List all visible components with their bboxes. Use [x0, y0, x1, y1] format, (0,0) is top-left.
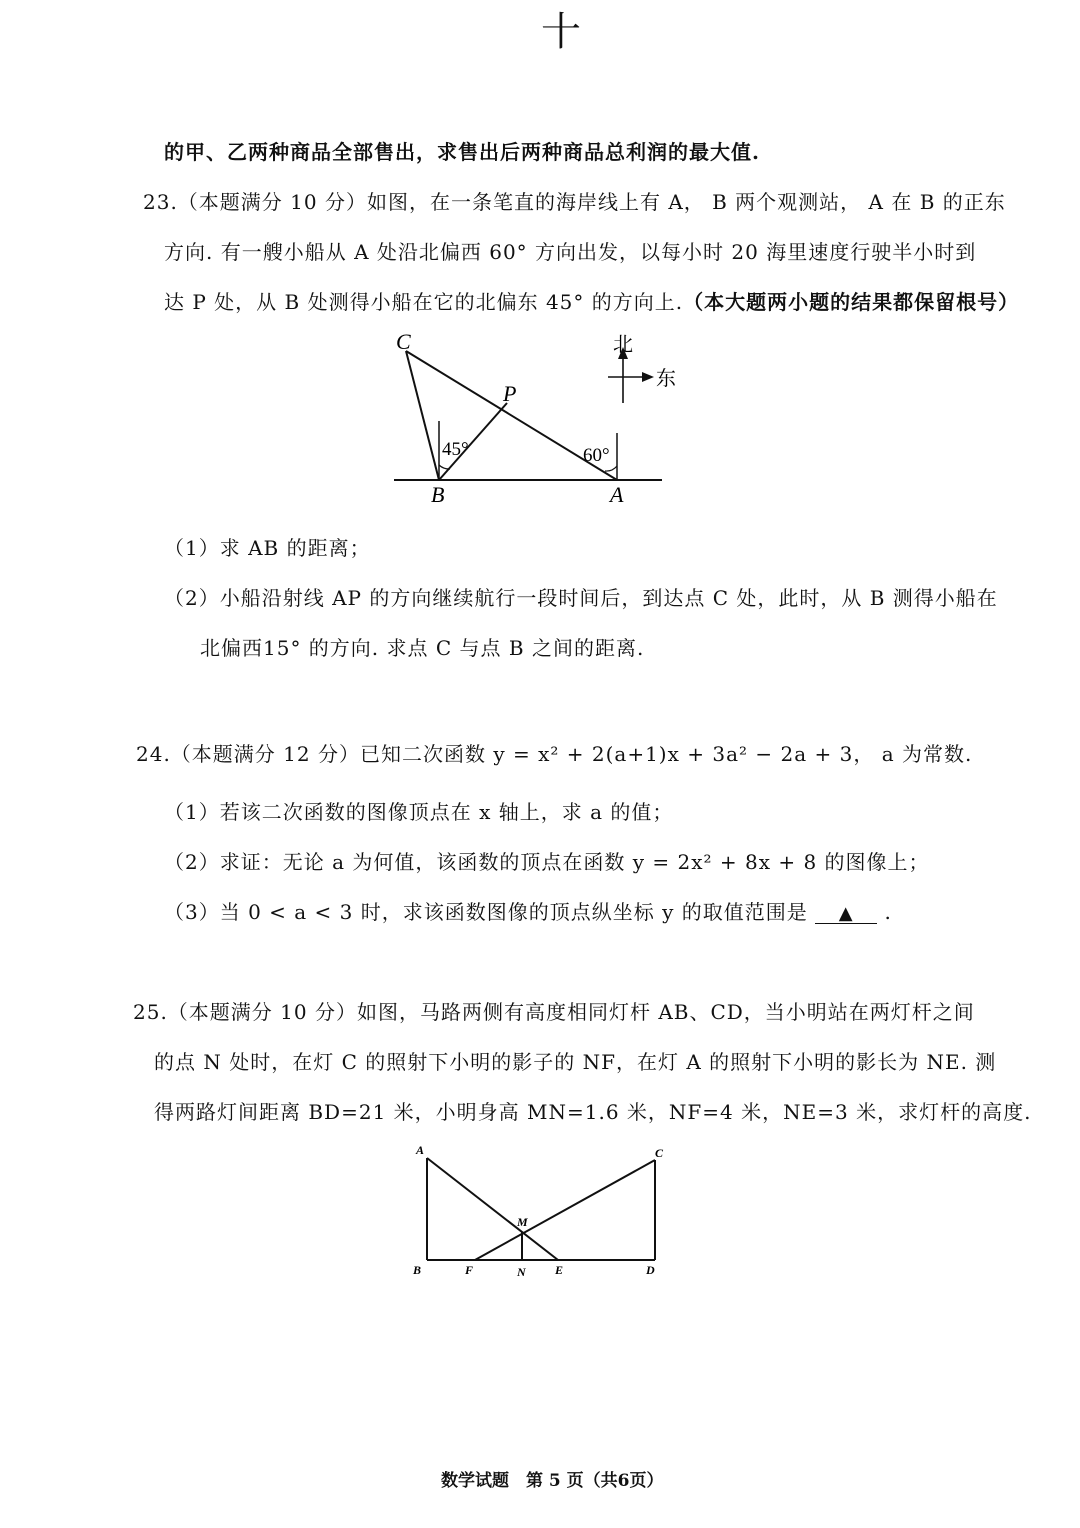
q24-part1: （1）若该二次函数的图像顶点在 x 轴上，求 a 的值；: [164, 800, 674, 824]
q23-part1: （1）求 AB 的距离；: [164, 536, 371, 560]
q23-part2-line1: （2）小船沿射线 AP 的方向继续航行一段时间后，到达点 C 处，此时，从 B 测得小船在: [164, 586, 998, 610]
page-footer: 数学试题 第 5 页（共6页）: [441, 1471, 664, 1491]
ray-c-f: [475, 1160, 655, 1260]
q24-part3-text: （3）当 0 < a < 3 时，求该函数图像的顶点纵坐标 y 的取值范围是: [164, 900, 808, 924]
label-north: 北: [613, 334, 633, 356]
segment-cb: [406, 351, 439, 480]
label-n: N: [517, 1265, 526, 1279]
label-p: P: [503, 381, 517, 406]
label-f: F: [465, 1263, 474, 1277]
label-a2: A: [416, 1143, 425, 1157]
q23-line3: [164, 286, 1019, 315]
q23-part2-line2: 北偏西15° 的方向. 求点 C 与点 B 之间的距离.: [200, 636, 645, 660]
label-d: D: [646, 1263, 655, 1277]
angle-label-45: 45°: [442, 439, 469, 460]
label-b2: B: [413, 1263, 422, 1277]
q24-part2: （2）求证：无论 a 为何值，该函数的顶点在函数 y = 2x² + 8x + 8 的图像上；: [164, 850, 930, 874]
ray-a-e: [427, 1158, 558, 1260]
label-c2: C: [655, 1146, 664, 1160]
q25-line3: 得两路灯间距离 BD=21 米，小明身高 MN=1.6 米，NF=4 米，NE=3 米，求灯杆的高度.: [154, 1100, 1032, 1124]
q23-line3-a: 达 P 处，从 B 处测得小船在它的北偏东 45° 的方向上.: [164, 290, 684, 314]
east-arrow-icon: [642, 372, 654, 382]
angle-label-60: 60°: [583, 445, 610, 466]
q25-line1: 25.（本题满分 10 分）如图，马路两侧有高度相同灯杆 AB、CD，当小明站在两灯杆之间: [133, 1000, 975, 1024]
q22-tail-text: 的甲、乙两种商品全部售出，求售出后两种商品总利润的最大值.: [164, 140, 760, 164]
q25-figure: [405, 1140, 685, 1280]
label-east: 东: [656, 368, 676, 390]
q23-line1: 23.（本题满分 10 分）如图，在一条笔直的海岸线上有 A， B 两个观测站， A 在 B 的正东: [143, 190, 1006, 214]
q23-note: （本大题两小题的结果都保留根号）: [683, 290, 1020, 314]
label-a: A: [610, 482, 624, 507]
q24-part3-end: .: [884, 900, 892, 924]
q24-part3: [164, 896, 892, 925]
angle-arc-b: [439, 465, 450, 469]
q23-line2: 方向. 有一艘小船从 A 处沿北偏西 60° 方向出发，以每小时 20 海里速度行驶半小时到: [164, 240, 977, 264]
label-e: E: [555, 1263, 564, 1277]
q23-figure: [380, 325, 700, 515]
label-b: B: [431, 482, 445, 507]
label-c: C: [396, 329, 411, 354]
label-m: M: [517, 1215, 528, 1229]
q24-head: 24.（本题满分 12 分）已知二次函数 y = x² + 2(a+1)x + 3a² − 2a + 3， a 为常数.: [136, 742, 973, 766]
angle-arc-a: [605, 466, 617, 471]
answer-blank[interactable]: ▲: [815, 905, 877, 924]
registration-mark: 十: [541, 9, 581, 55]
q25-line2: 的点 N 处时，在灯 C 的照射下小明的影子的 NF，在灯 A 的照射下小明的影长为 NE. 测: [154, 1050, 997, 1074]
